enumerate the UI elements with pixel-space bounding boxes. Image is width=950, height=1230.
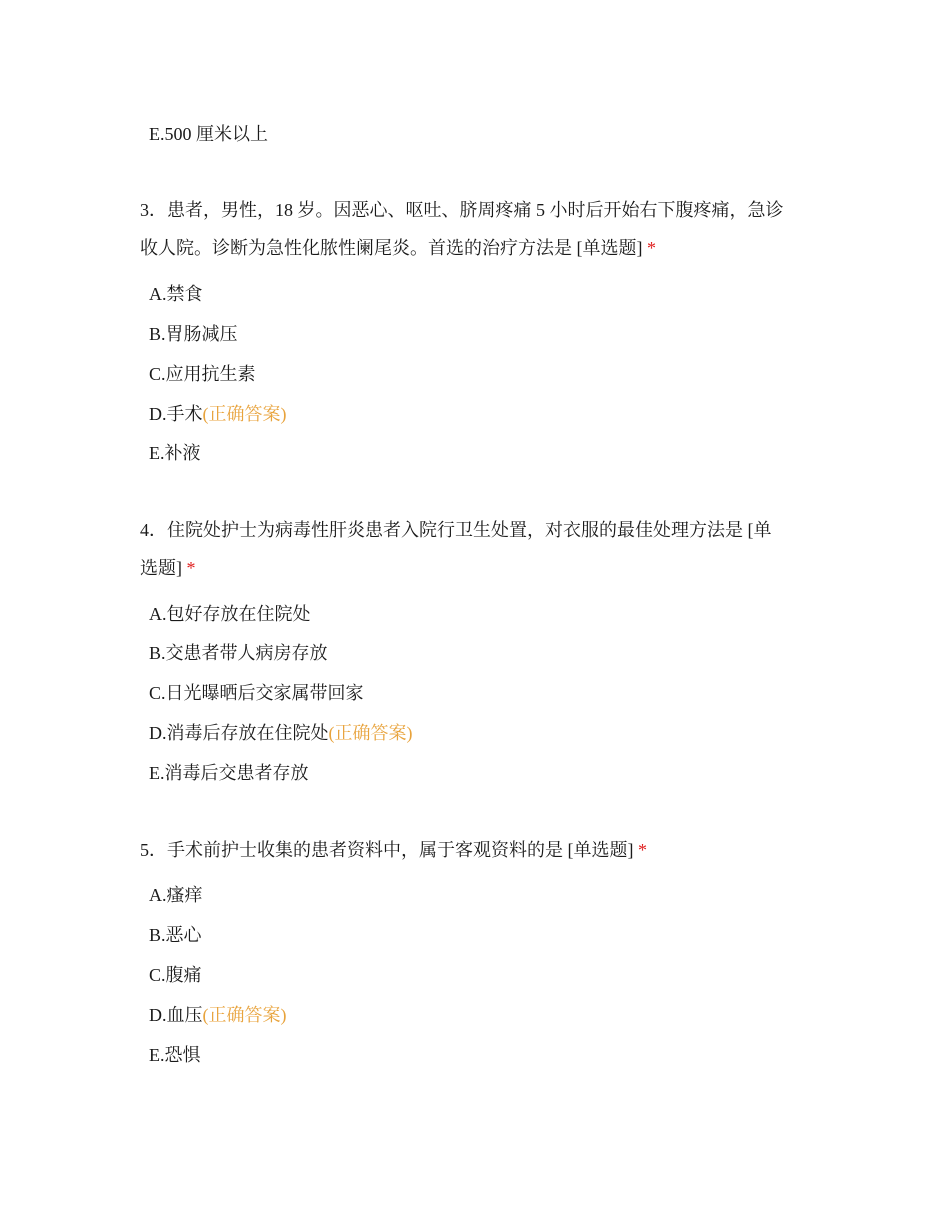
q3-option-a <box>149 282 203 306</box>
q3-option-d <box>149 402 287 426</box>
option-text: B.恶心 <box>149 925 202 945</box>
option-text: D.手术 <box>149 404 203 424</box>
option-text: A.包好存放在住院处 <box>149 604 311 624</box>
option-text: A.瘙痒 <box>149 885 203 905</box>
question-text: 3．患者，男性，18 岁。因恶心、呕吐、脐周疼痛 5 小时后开始右下腹疼痛，急诊 <box>140 200 784 220</box>
q4-stem-line-2 <box>140 556 196 580</box>
required-mark: * <box>638 840 647 860</box>
option-text: E.补液 <box>149 443 201 463</box>
question-text: 选题] <box>140 558 182 578</box>
q4-option-c <box>149 681 364 705</box>
q5-option-e <box>149 1043 201 1067</box>
q5-option-a <box>149 883 203 907</box>
question-text: 4．住院处护士为病毒性肝炎患者入院行卫生处置，对衣服的最佳处理方法是 [单 <box>140 520 772 540</box>
q4-option-d <box>149 721 413 745</box>
question-text: 收人院。诊断为急性化脓性阑尾炎。首选的治疗方法是 [单选题] <box>140 238 643 258</box>
option-text: A.禁食 <box>149 284 203 304</box>
option-text: E.消毒后交患者存放 <box>149 763 309 783</box>
q2-option-e <box>149 122 268 146</box>
q5-option-d <box>149 1003 287 1027</box>
required-mark: * <box>186 558 196 578</box>
option-text: C.应用抗生素 <box>149 364 256 384</box>
question-text: 5．手术前护士收集的患者资料中，属于客观资料的是 [单选题] <box>140 840 634 860</box>
option-text: D.血压 <box>149 1005 203 1025</box>
option-text: E.500 厘米以上 <box>149 124 268 144</box>
option-text: D.消毒后存放在住院处 <box>149 723 329 743</box>
option-text: B.胃肠减压 <box>149 324 238 344</box>
q4-stem-line-1 <box>140 518 772 542</box>
option-text: E.恐惧 <box>149 1045 201 1065</box>
required-mark: * <box>647 238 656 258</box>
q3-stem-line-2 <box>140 236 656 260</box>
q3-option-b <box>149 322 238 346</box>
q3-option-e <box>149 441 201 465</box>
q3-option-c <box>149 362 256 386</box>
option-text: C.腹痛 <box>149 965 202 985</box>
q3-stem-line-1 <box>140 198 784 222</box>
q4-option-b <box>149 641 328 665</box>
q5-option-b <box>149 923 202 947</box>
correct-answer-label: (正确答案) <box>202 1005 287 1025</box>
correct-answer-label: (正确答案) <box>328 723 413 743</box>
q5-stem-line-1 <box>140 838 647 862</box>
q4-option-a <box>149 602 311 626</box>
q4-option-e <box>149 761 309 785</box>
correct-answer-label: (正确答案) <box>202 404 287 424</box>
option-text: C.日光曝晒后交家属带回家 <box>149 683 364 703</box>
option-text: B.交患者带人病房存放 <box>149 643 328 663</box>
q5-option-c <box>149 963 202 987</box>
